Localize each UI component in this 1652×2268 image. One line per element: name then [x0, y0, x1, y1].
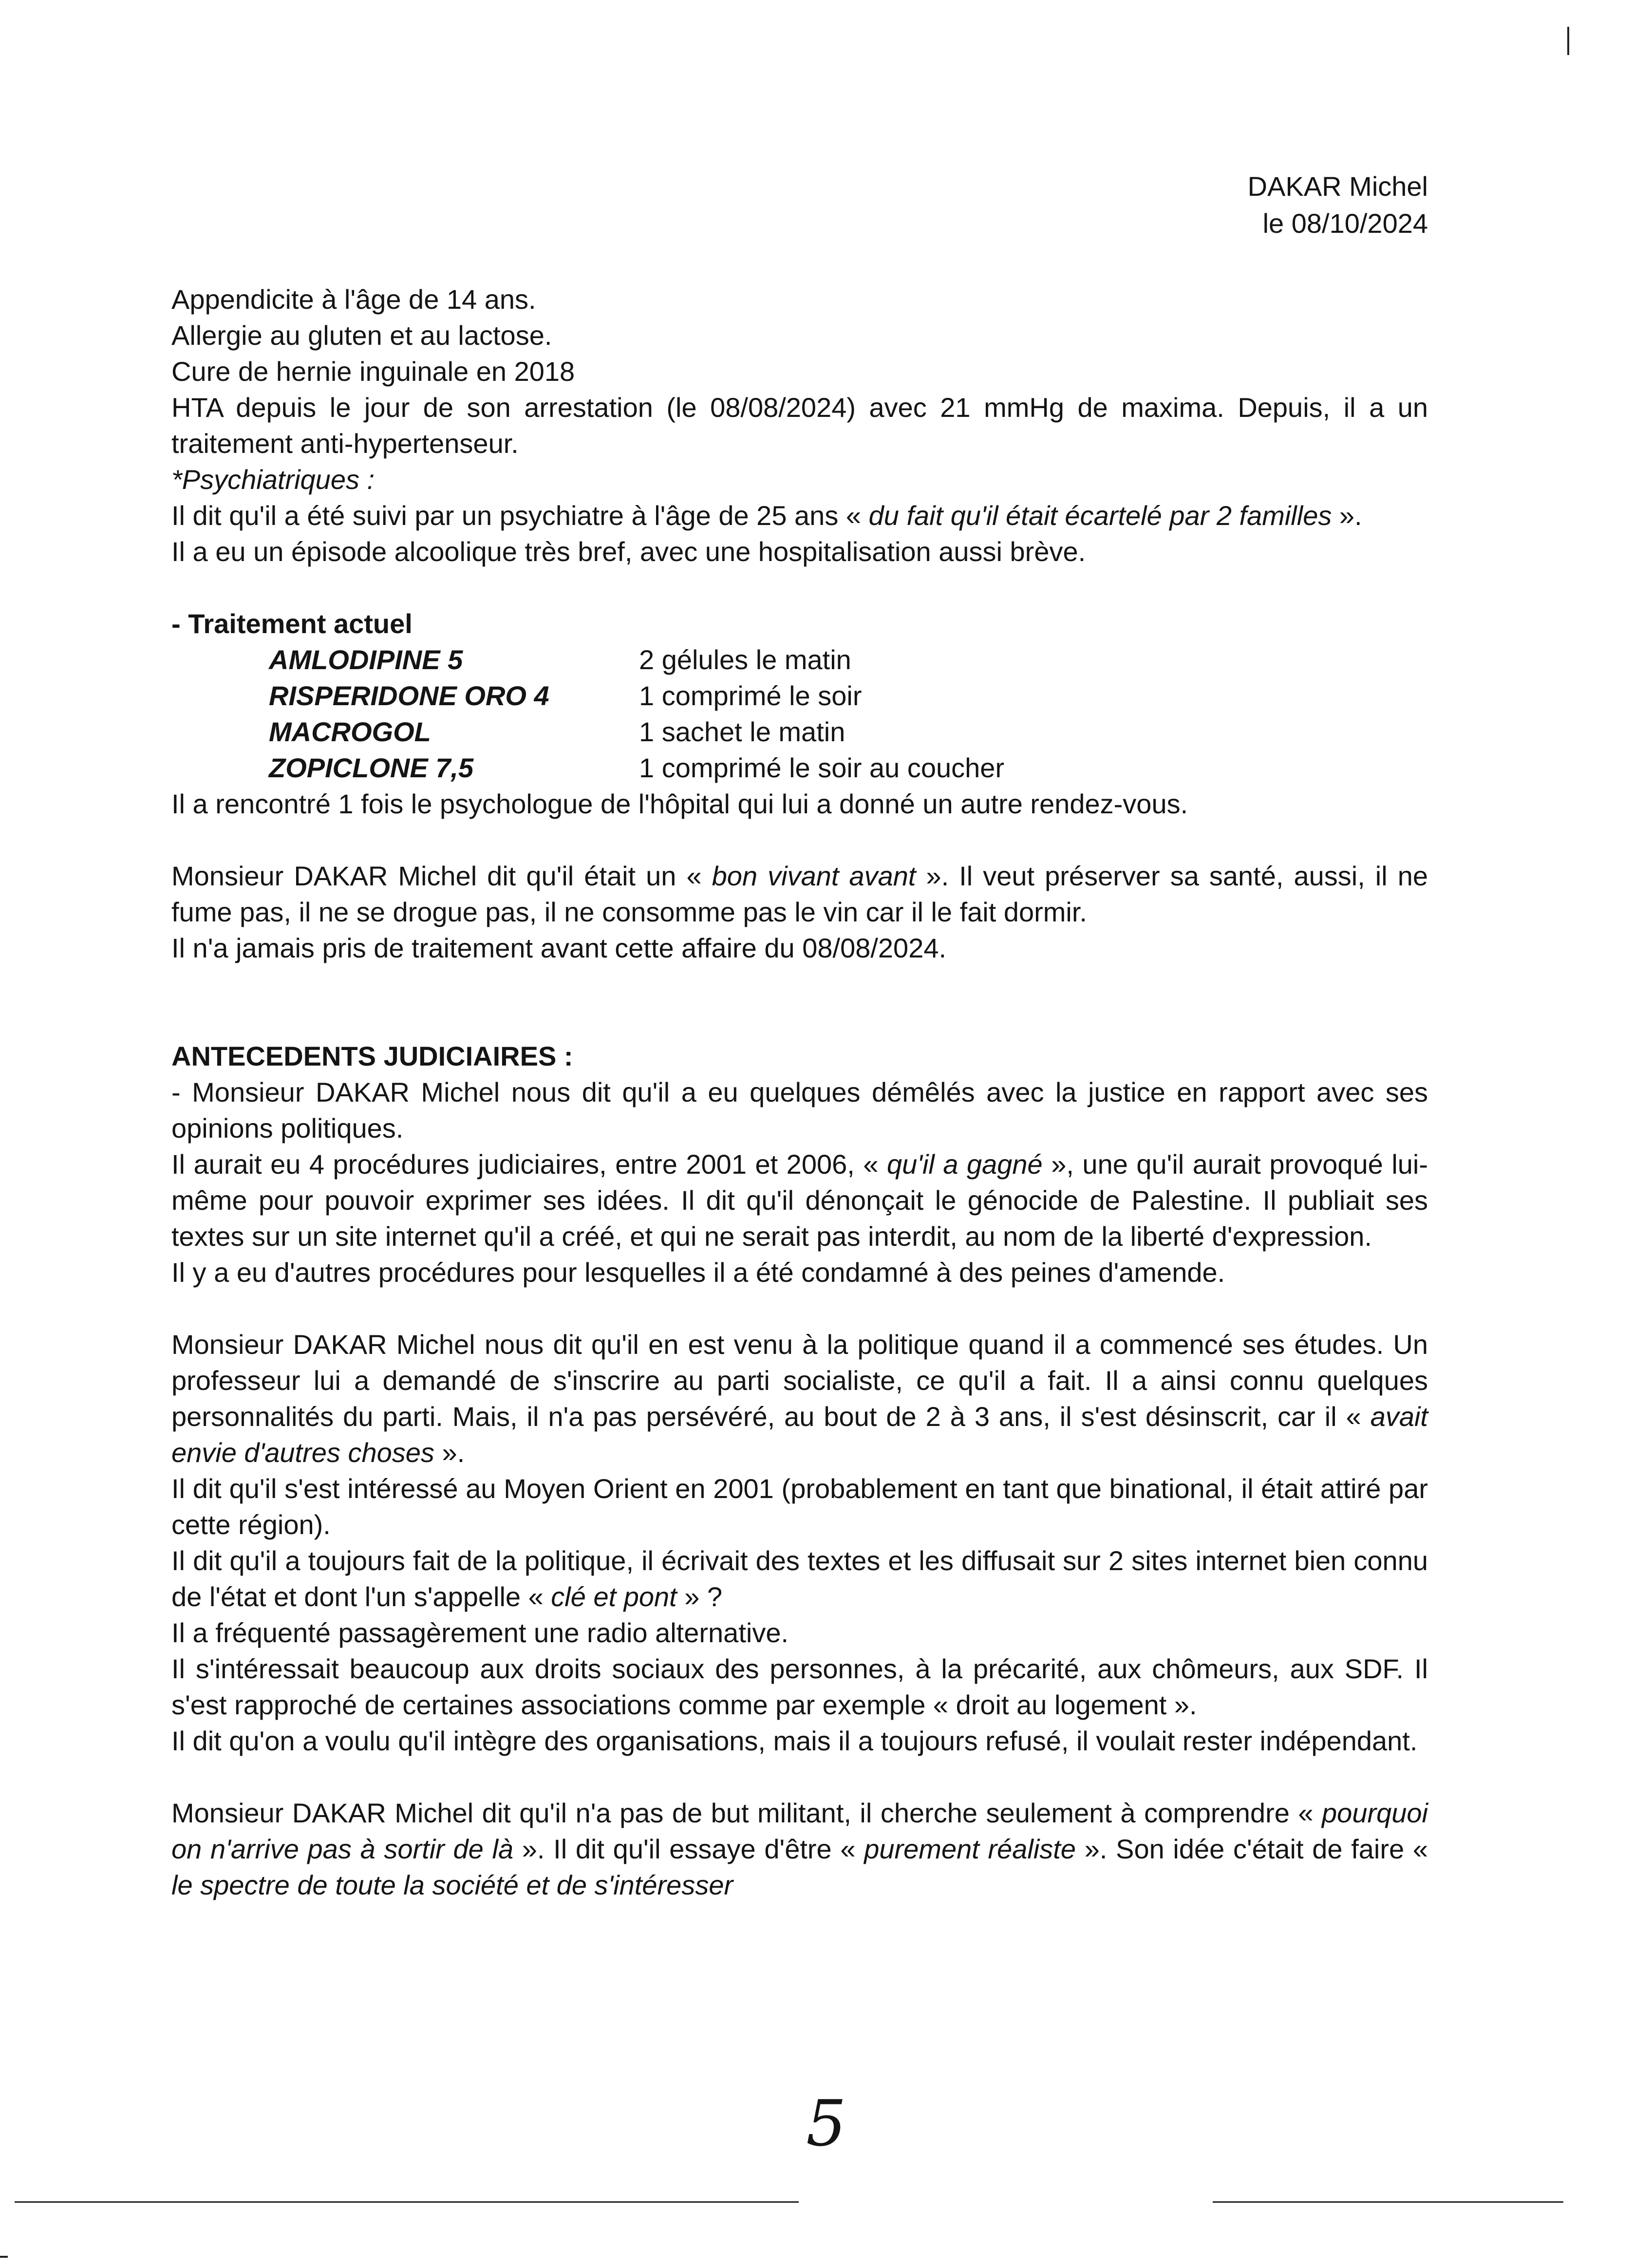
medication-row — [269, 714, 1428, 750]
politics-paragraph: Il dit qu'on a voulu qu'il intègre des organisations, mais il a toujours refusé, il voulait rester indépendant. — [171, 1725, 1418, 1756]
medication-name: ZOPICLONE 7,5 — [269, 752, 474, 783]
footer-rule-left — [15, 2201, 799, 2203]
patient-name: DAKAR Michel — [1247, 171, 1428, 202]
document-header — [1248, 168, 1428, 242]
medication-dose: 1 comprimé le soir — [639, 680, 862, 711]
document-body — [171, 281, 1428, 1903]
antecedent-line: HTA depuis le jour de son arrestation (le 08/08/2024) avec 21 mmHg de maxima. Depuis, il a un traitement anti-hypertenseur. — [171, 392, 1428, 459]
lifestyle-paragraph: Monsieur DAKAR Michel dit qu'il était un « bon vivant avant ». Il veut préserver sa santé, aussi, il ne fume pas, il ne se drogue pas, il ne consomme pas le vin car il le fait dormir. — [171, 861, 1428, 927]
scan-mark-bottom-left — [0, 2256, 8, 2258]
treatment-note: Il a rencontré 1 fois le psychologue de l'hôpital qui lui a donné un autre rendez-vous. — [171, 788, 1188, 819]
judicial-paragraph: Il aurait eu 4 procédures judiciaires, entre 2001 et 2006, « qu'il a gagné », une qu'il aurait provoqué lui-même pour pouvoir exprimer ses idées. Il dit qu'il dénonçait le génocide de Palestine. Il publiait ses textes sur un site internet qu'il a créé, et qui ne serait pas interdit, au nom de la liberté d'expression. — [171, 1149, 1428, 1252]
judicial-paragraph: Il y a eu d'autres procédures pour lesquelles il a été condamné à des peines d'amende. — [171, 1257, 1225, 1288]
politics-paragraph: Monsieur DAKAR Michel nous dit qu'il en est venu à la politique quand il a commencé ses études. Un professeur lui a demandé de s'inscrire au parti socialiste, ce qu'il a fait. Il a ainsi connu quelques personnalités du parti. Mais, il n'a pas persévéré, au bout de 2 à 3 ans, il s'est désinscrit, car il « avait envie d'autres choses ». — [171, 1329, 1428, 1468]
medication-row — [269, 750, 1428, 786]
scan-mark-top-right — [1567, 27, 1569, 55]
antecedent-line: Appendicite à l'âge de 14 ans. — [171, 284, 536, 315]
document-date: le 08/10/2024 — [1262, 208, 1428, 239]
medication-name: MACROGOL — [269, 716, 431, 747]
medication-row — [269, 642, 1428, 678]
treatment-heading: - Traitement actuel — [171, 608, 413, 639]
page-number: 5 — [806, 2086, 846, 2160]
psy-paragraph: Il dit qu'il a été suivi par un psychiatre à l'âge de 25 ans « du fait qu'il était écartelé par 2 familles ». — [171, 500, 1362, 531]
medication-name: AMLODIPINE 5 — [269, 644, 463, 675]
footer-rule-right — [1213, 2201, 1563, 2203]
psy-heading: *Psychiatriques : — [171, 464, 375, 495]
militant-paragraph: Monsieur DAKAR Michel dit qu'il n'a pas de but militant, il cherche seulement à comprendre « pourquoi on n'arrive pas à sortir de là ». Il dit qu'il essaye d'être « purement réaliste ». Son idée c'était de faire « le spectre de toute la société et de s'intéresser — [171, 1798, 1428, 1900]
antecedent-line: Cure de hernie inguinale en 2018 — [171, 356, 575, 387]
politics-paragraph: Il dit qu'il s'est intéressé au Moyen Orient en 2001 (probablement en tant que binational, il était attiré par cette région). — [171, 1473, 1428, 1540]
judicial-heading: ANTECEDENTS JUDICIAIRES : — [171, 1041, 573, 1071]
lifestyle-paragraph: Il n'a jamais pris de traitement avant cette affaire du 08/08/2024. — [171, 933, 947, 963]
politics-paragraph: Il s'intéressait beaucoup aux droits sociaux des personnes, à la précarité, aux chômeurs, aux SDF. Il s'est rapproché de certaines associations comme par exemple « droit au logement ». — [171, 1653, 1428, 1720]
judicial-paragraph: - Monsieur DAKAR Michel nous dit qu'il a eu quelques démêlés avec la justice en rapport avec ses opinions politiques. — [171, 1077, 1428, 1143]
politics-paragraph: Il a fréquenté passagèrement une radio alternative. — [171, 1617, 789, 1648]
medication-name: RISPERIDONE ORO 4 — [269, 680, 549, 711]
medication-dose: 1 sachet le matin — [639, 716, 845, 747]
medication-dose: 1 comprimé le soir au coucher — [639, 752, 1005, 783]
medication-dose: 2 gélules le matin — [639, 644, 851, 675]
medication-row — [269, 678, 1428, 714]
medication-list — [269, 642, 1428, 786]
antecedent-line: Allergie au gluten et au lactose. — [171, 320, 552, 351]
psy-paragraph: Il a eu un épisode alcoolique très bref, avec une hospitalisation aussi brève. — [171, 536, 1086, 567]
politics-paragraph: Il dit qu'il a toujours fait de la politique, il écrivait des textes et les diffusait sur 2 sites internet bien connu de l'état et dont l'un s'appelle « clé et pont » ? — [171, 1545, 1428, 1612]
